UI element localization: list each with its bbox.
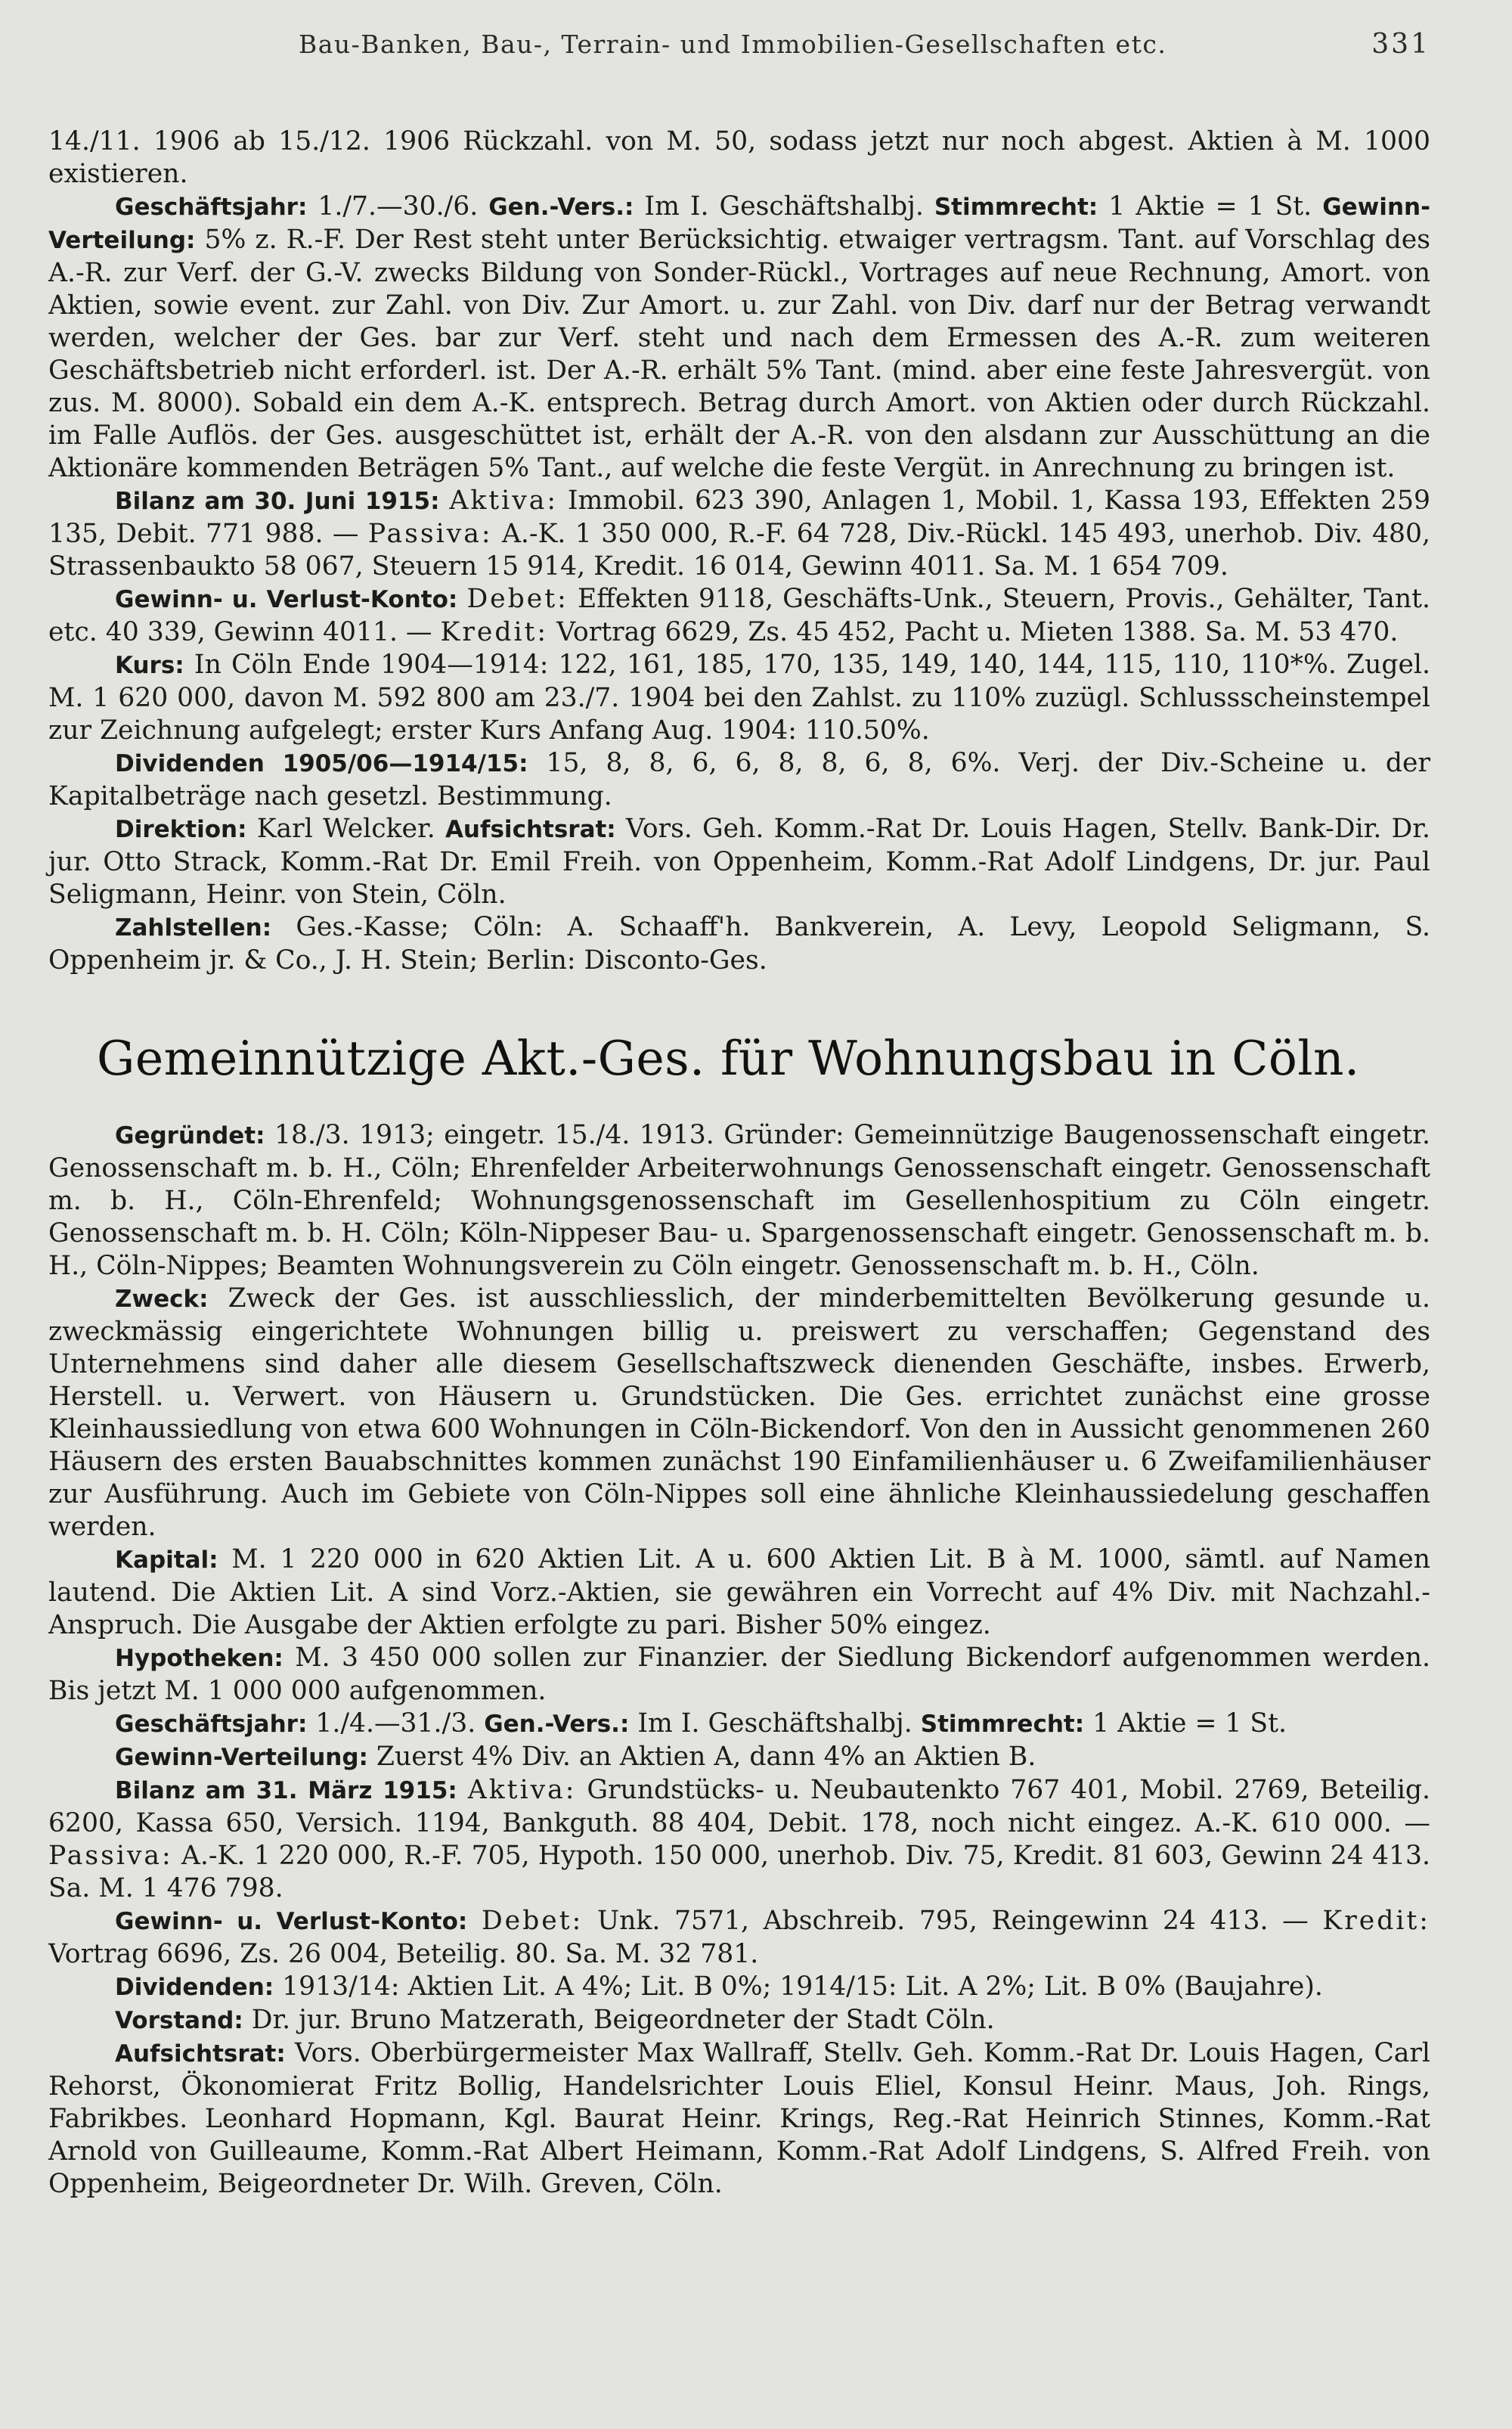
- gegr-text: 18./3. 1913; eingetr. 15./4. 1913. Gründer: Gemeinnützige Baugenossenschaft eingetr. Genossenschaft m. b. H., Cöln; Ehrenfelder Arbeiterwohnungs Genossenschaft eingetr. Genossenschaft m. b. H., Cöln-Ehrenfeld; Wohnungsgenossenschaft im Gesellenhospitium zu Cöln eingetr. Genossenschaft m. b. H. Cöln; Köln-Nippeser Bau- u. Spargenossenschaft eingetr. Genossenschaft m. b. H., Cöln-Nippes; Beamten Wohnungsverein zu Cöln eingetr. Genossenschaft m. b. H., Cöln.: [48, 1120, 1430, 1281]
- prev-direktion: [48, 813, 1430, 911]
- prev-div-text: 15, 8, 8, 6, 6, 8, 8, 6, 8, 6%. Verj. der Div.-Scheine u. der Kapitalbeträge nach gesetzl. Bestimmung.: [48, 748, 1430, 811]
- prev-passiva-label: Passiva:: [367, 519, 493, 549]
- prev-kurs: [48, 649, 1430, 747]
- prev-dir-text: Karl Welcker.: [256, 814, 435, 844]
- prev-ar-text: Vors. Geh. Komm.-Rat Dr. Louis Hagen, Stellv. Bank-Dir. Dr. jur. Otto Strack, Komm.-Rat Dr. Emil Freih. von Oppenheim, Komm.-Rat Adolf Lindgens, Dr. jur. Paul Seligmann, Heinr. von Stein, Cöln.: [48, 814, 1430, 910]
- prev-gj-text: 1./7.—30./6.: [318, 191, 479, 222]
- hyp-label: Hypotheken:: [115, 1645, 284, 1672]
- div-text: 1913/14: Aktien Lit. A 4%; Lit. B 0%; 1914/15: Lit. A 2%; Lit. B 0% (Baujahre).: [282, 1971, 1323, 2002]
- header-title: Bau-Banken, Bau-, Terrain- und Immobilien-Gesellschaften etc.: [298, 29, 1167, 59]
- prev-gewinn-label: Gewinn-Verteilung:: [48, 194, 1430, 254]
- gewinn-text: Zuerst 4% Div. an Aktien A, dann 4% an Aktien B.: [376, 1742, 1036, 1772]
- bilanz-aktiva: Grundstücks- u. Neubautenkto 767 401, Mobil. 2769, Beteilig. 6200, Kassa 650, Versich. 1194, Bankguth. 88 404, Debit. 178, noch nicht eingez. A.-K. 610 000. —: [48, 1775, 1431, 1838]
- prev-ar-label: Aufsichtsrat:: [445, 816, 616, 843]
- kredit-label: Kredit:: [1322, 1906, 1430, 1936]
- prev-kurs-label: Kurs:: [115, 652, 184, 679]
- bilanz: [48, 1774, 1430, 1905]
- company-title: Gemeinnützige Akt.-Ges. für Wohnungsbau in Cöln.: [97, 1031, 1360, 1086]
- kapital: [48, 1543, 1430, 1642]
- aufsichtsrat: [48, 2037, 1430, 2201]
- guv-debet: Unk. 7571, Abschreib. 795, Reingewinn 24 413. —: [596, 1906, 1309, 1936]
- guv: [48, 1905, 1430, 1971]
- guv-kredit: Vortrag 6696, Zs. 26 004, Beteilig. 80. Sa. M. 32 781.: [48, 1939, 759, 1969]
- gegruendet: [48, 1119, 1430, 1283]
- gewinn-verteilung: [48, 1741, 1430, 1774]
- prev-bilanz-passiva: A.-K. 1 350 000, R.-F. 64 728, Div.-Rückl. 145 493, unerhob. Div. 480, Strassenbaukto 58 067, Steuern 15 914, Kredit. 16 014, Gewinn 4011. Sa. M. 1 654 709.: [48, 519, 1430, 582]
- bilanz-passiva: A.-K. 1 220 000, R.-F. 705, Hypoth. 150 000, unerhob. Div. 75, Kredit. 81 603, Gewinn 24 413. Sa. M. 1 476 798.: [48, 1841, 1430, 1903]
- prev-intro: 14./11. 1906 ab 15./12. 1906 Rückzahl. von M. 50, sodass jetzt nur noch abgest. Aktien à M. 1000 existieren.: [48, 126, 1430, 189]
- prev-guv-debet: Effekten 9118, Geschäfts-Unk., Steuern, Provis., Gehälter, Tant. etc. 40 339, Gewinn 4011. —: [48, 584, 1431, 647]
- gegr-label: Gegründet:: [115, 1122, 265, 1149]
- hypotheken: [48, 1642, 1430, 1708]
- bilanz-label: Bilanz am 31. März 1915:: [115, 1777, 457, 1804]
- passiva-label: Passiva:: [48, 1841, 173, 1871]
- previous-company-entry: [48, 126, 1430, 977]
- vorstand: [48, 2004, 1430, 2037]
- prev-bilanz-label: Bilanz am 30. Juni 1915:: [115, 488, 440, 515]
- ar-label: Aufsichtsrat:: [115, 2040, 286, 2068]
- prev-st-text: 1 Aktie = 1 St.: [1108, 191, 1312, 222]
- prev-guv-kredit: Vortrag 6629, Zs. 45 452, Pacht u. Mieten 1388. Sa. M. 53 470.: [556, 617, 1399, 647]
- prev-gj-label: Geschäftsjahr:: [115, 194, 308, 221]
- prev-guv: [48, 583, 1430, 649]
- dividenden: [48, 1971, 1430, 2004]
- zweck: [48, 1283, 1430, 1543]
- prev-gewinn-text: 5% z. R.-F. Der Rest steht unter Berücksichtig. etwaiger vertragsm. Tant. auf Vorschlag des A.-R. zur Verf. der G.-V. zwecks Bildung von Sonder-Rückl., Vortrages auf neue Rechnung, Amort. von Aktien, sowie event. zur Zahl. von Div. Zur Amort. u. zur Zahl. von Div. darf nur der Betrag verwandt werden, welcher der Ges. bar zur Verf. steht und nach dem Ermessen des A.-R. zum weiteren Geschäftsbetrieb nicht erforderl. ist. Der A.-R. erhält 5% Tant. (mind. aber eine feste Jahresvergüt. von zus. M. 8000). Sobald ein dem A.-K. entsprech. Betrag durch Amort. von Aktien oder durch Rückzahl. im Falle Auflös. der Ges. ausgeschüttet ist, erhält der A.-R. von den alsdann zur Ausschüttung an die Aktionäre kommenden Beträgen 5% Tant., auf welche die feste Vergüt. in Anrechnung zu bringen ist.: [48, 225, 1430, 483]
- prev-bilanz-aktiva: Immobil. 623 390, Anlagen 1, Mobil. 1, Kassa 193, Effekten 259 135, Debit. 771 988. —: [48, 485, 1430, 549]
- prev-div-label: Dividenden 1905/06—1914/15:: [115, 750, 528, 777]
- gewinn-label: Gewinn-Verteilung:: [115, 1744, 368, 1771]
- hyp-text: M. 3 450 000 sollen zur Finanzier. der Siedlung Bickendorf aufgenommen werden. Bis jetzt M. 1 000 000 aufgenommen.: [48, 1643, 1431, 1706]
- prev-zahl-label: Zahlstellen:: [115, 914, 272, 942]
- guv-label: Gewinn- u. Verlust-Konto:: [115, 1908, 468, 1935]
- kap-text: M. 1 220 000 in 620 Aktien Lit. A u. 600 Aktien Lit. B à M. 1000, sämtl. auf Namen lautend. Die Aktien Lit. A sind Vorz.-Aktien, sie gewähren ein Vorrecht auf 4% Div. mit Nachzahl.-Anspruch. Die Ausgabe der Aktien erfolgte zu pari. Bisher 50% eingez.: [48, 1544, 1430, 1640]
- ar-text: Vors. Oberbürgermeister Max Wallraff, Stellv. Geh. Komm.-Rat Dr. Louis Hagen, Carl Rehorst, Ökonomierat Fritz Bollig, Handelsrichter Louis Eliel, Konsul Heinr. Maus, Joh. Rings, Fabrikbes. Leonhard Hopmann, Kgl. Baurat Heinr. Krings, Reg.-Rat Heinrich Stinnes, Komm.-Rat Arnold von Guilleaume, Komm.-Rat Albert Heimann, Komm.-Rat Adolf Lindgens, S. Alfred Freih. von Oppenheim, Beigeordneter Dr. Wilh. Greven, Cöln.: [48, 2038, 1430, 2199]
- prev-aktiva-label: Aktiva:: [449, 485, 559, 516]
- prev-gv-label: Gen.-Vers.:: [488, 194, 634, 221]
- div-label: Dividenden:: [115, 1974, 274, 2001]
- prev-kredit-label: Kredit:: [440, 617, 549, 647]
- vor-text: Dr. jur. Bruno Matzerath, Beigeordneter der Stadt Cöln.: [251, 2005, 995, 2035]
- prev-st-label: Stimmrecht:: [934, 194, 1098, 221]
- kap-label: Kapital:: [115, 1546, 218, 1574]
- gv-label: Gen.-Vers.:: [484, 1711, 630, 1738]
- aktiva-label: Aktiva:: [467, 1775, 577, 1805]
- vor-label: Vorstand:: [115, 2007, 243, 2034]
- prev-debet-label: Debet:: [466, 584, 569, 614]
- prev-zahlstellen: [48, 911, 1430, 977]
- gj-label: Geschäftsjahr:: [115, 1711, 308, 1738]
- prev-bilanz: [48, 485, 1430, 583]
- st-label: Stimmrecht:: [920, 1711, 1085, 1738]
- page-number: 331: [1371, 29, 1430, 60]
- company-entry: [48, 1030, 1430, 2201]
- gj-text: 1./4.—31./3.: [315, 1708, 476, 1739]
- st-text: 1 Aktie = 1 St.: [1092, 1708, 1287, 1739]
- general-info: [48, 1708, 1430, 1741]
- prev-general-info: [48, 191, 1430, 485]
- entry-continuation: [48, 126, 1430, 191]
- zweck-text: Zweck der Ges. ist ausschliesslich, der minderbemittelten Bevölkerung gesunde u. zweckmässig eingerichtete Wohnungen billig u. preiswert zu verschaffen; Gegenstand des Unternehmens sind daher alle diesem Gesellschaftszweck dienenden Geschäfte, insbes. Erwerb, Herstell. u. Verwert. von Häusern u. Grundstücken. Die Ges. errichtet zunächst eine grosse Kleinhaussiedlung von etwa 600 Wohnungen in Cöln-Bickendorf. Von den in Aussicht genommenen 260 Häusern des ersten Bauabschnittes kommen zunächst 190 Einfamilienhäuser u. 6 Zweifamilienhäuser zur Ausführung. Auch im Gebiete von Cöln-Nippes soll eine ähnliche Kleinhaussiedelung geschaffen werden.: [48, 1283, 1430, 1542]
- prev-dividenden: [48, 747, 1430, 813]
- running-header: [48, 29, 1430, 76]
- zweck-label: Zweck:: [115, 1286, 209, 1313]
- prev-gv-text: Im I. Geschäftshalbj.: [644, 191, 924, 222]
- gv-text: Im I. Geschäftshalbj.: [637, 1708, 912, 1739]
- prev-guv-label: Gewinn- u. Verlust-Konto:: [115, 586, 458, 613]
- prev-dir-label: Direktion:: [115, 816, 247, 843]
- debet-label: Debet:: [481, 1906, 584, 1936]
- prev-kurs-text: In Cöln Ende 1904—1914: 122, 161, 185, 170, 135, 149, 140, 144, 115, 110, 110*%. Zugel. M. 1 620 000, davon M. 592 800 am 23./7. 1904 bei den Zahlst. zu 110% zuzügl. Schlussscheinstempel zur Zeichnung aufgelegt; erster Kurs Anfang Aug. 1904: 110.50%.: [48, 650, 1430, 746]
- prev-zahl-text: Ges.-Kasse; Cöln: A. Schaaff'h. Bankverein, A. Levy, Leopold Seligmann, S. Oppenheim jr. & Co., J. H. Stein; Berlin: Disconto-Ges.: [48, 912, 1430, 976]
